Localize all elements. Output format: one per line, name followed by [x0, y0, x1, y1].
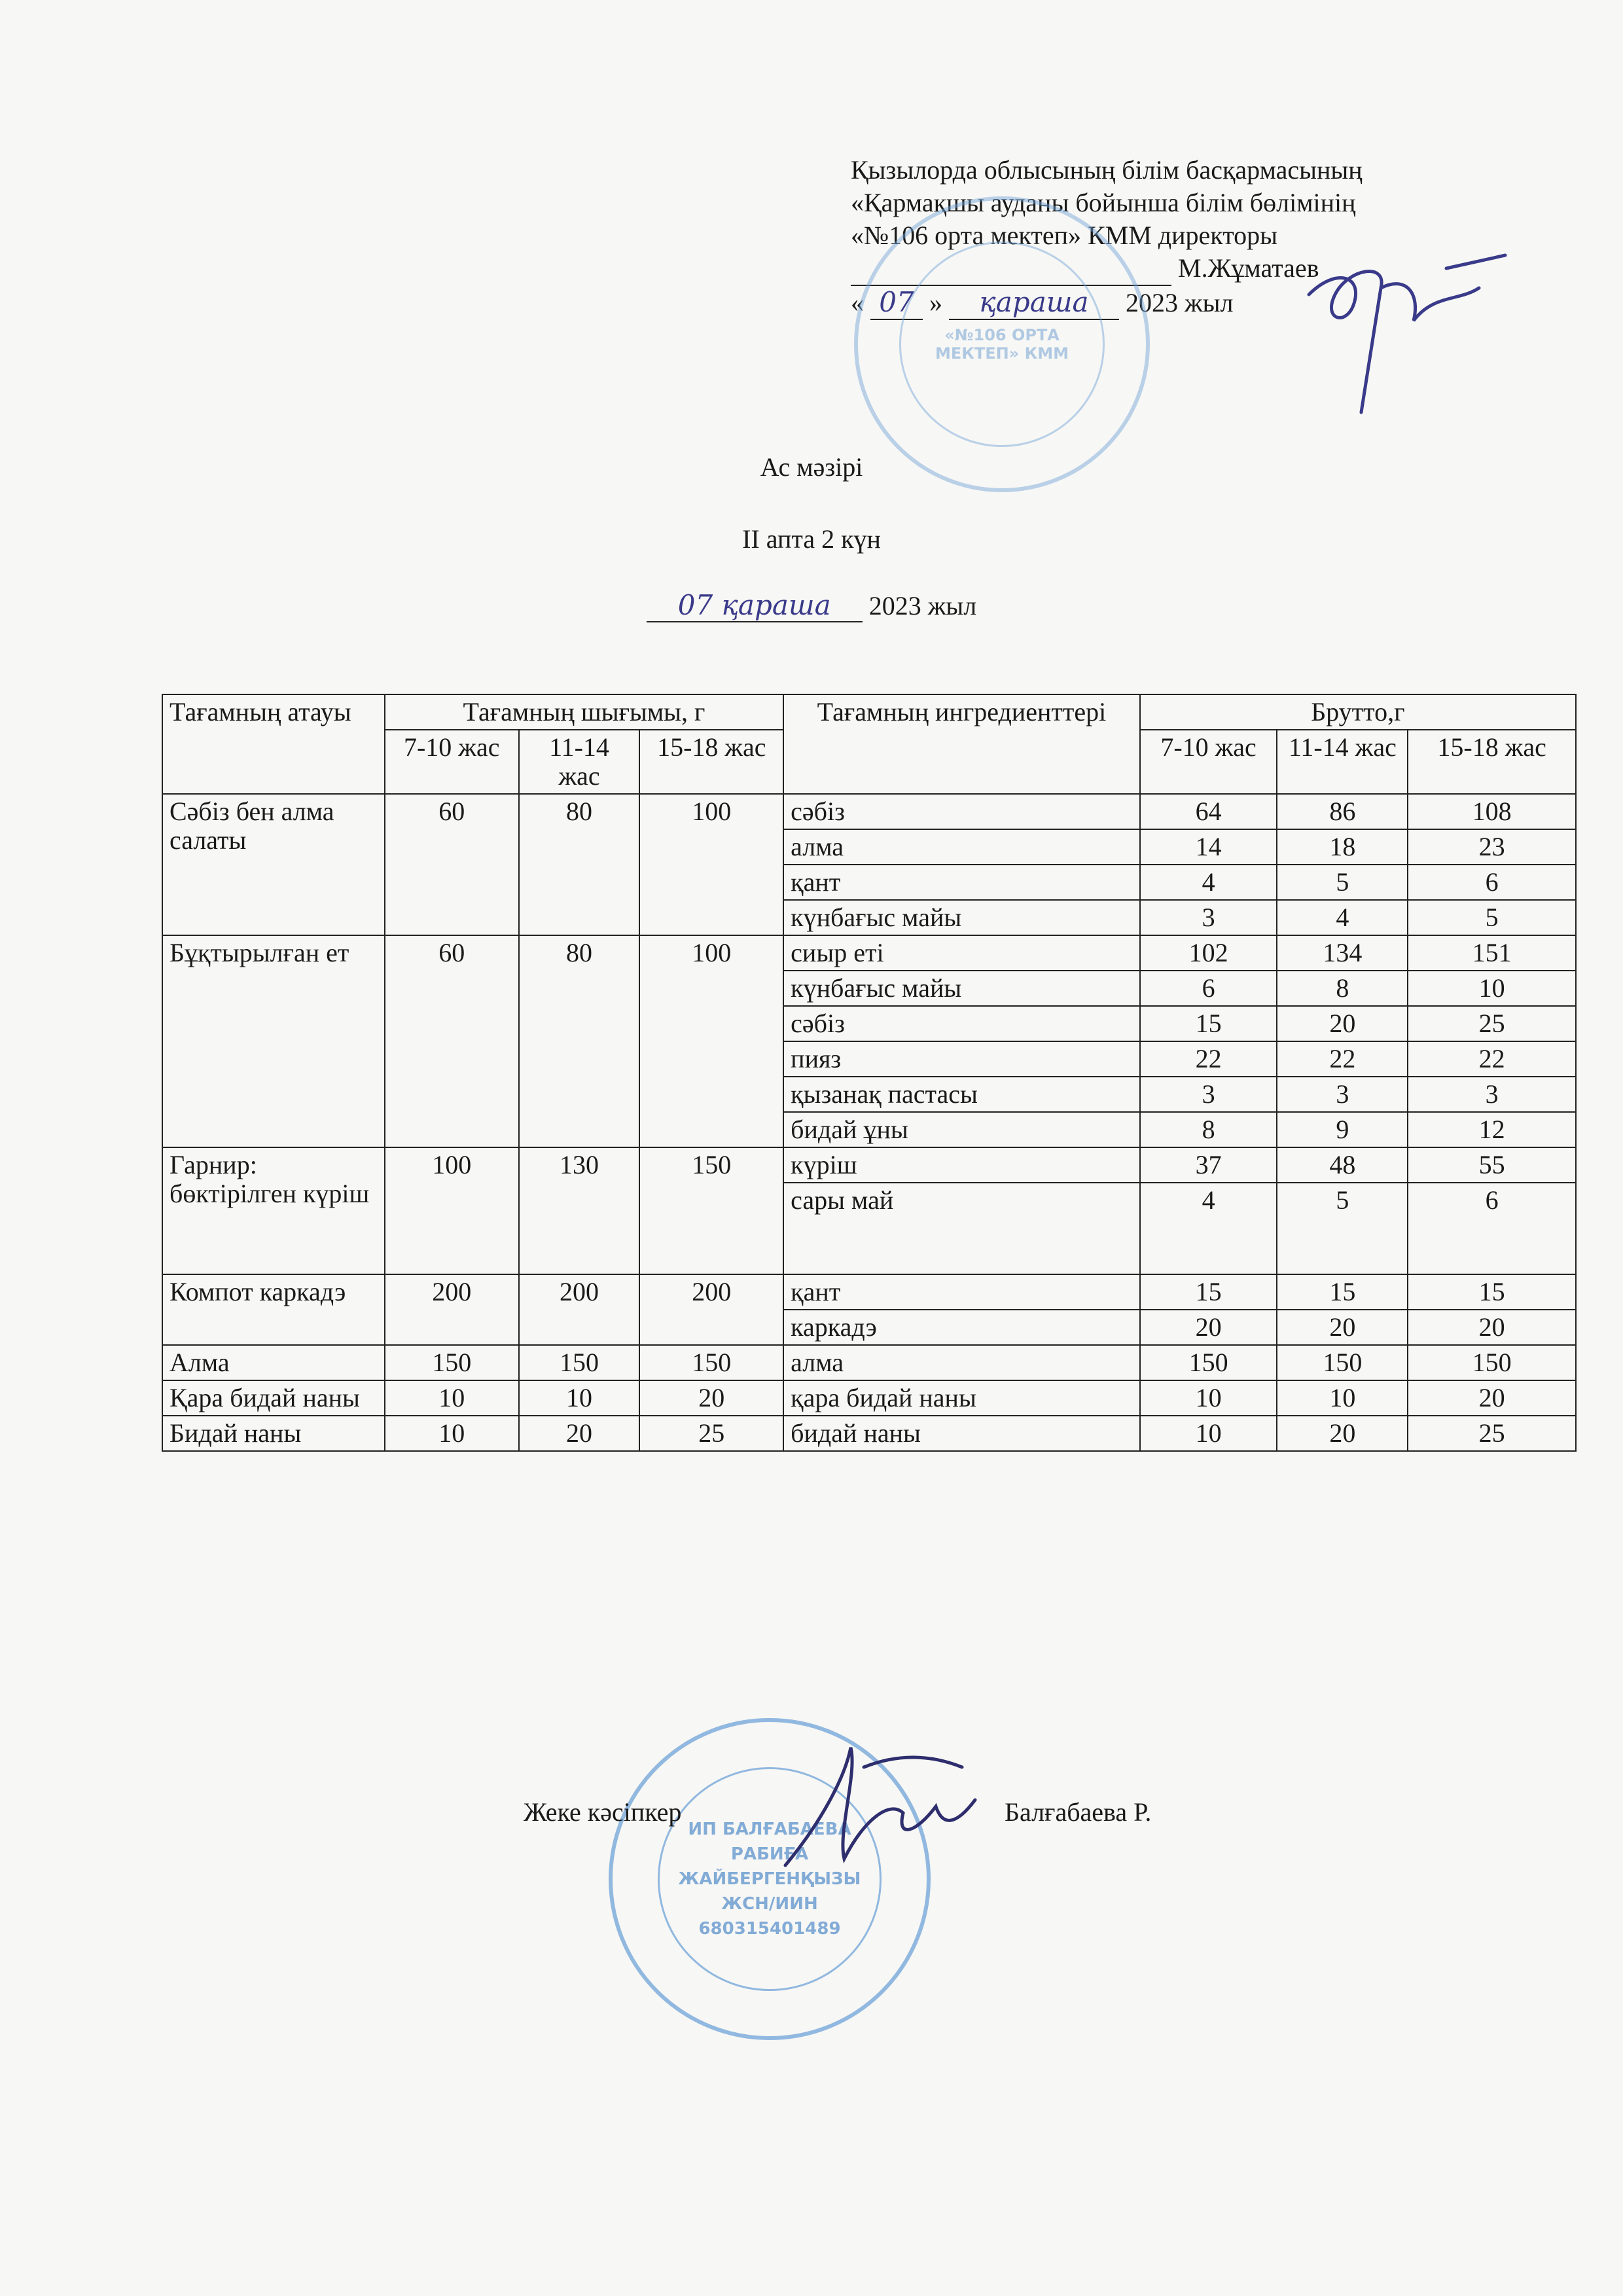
brutto-cell: 6 [1408, 865, 1576, 900]
table-row [162, 935, 1576, 971]
brutto-cell: 48 [1277, 1147, 1408, 1183]
header-brutto-age-2: 11-14 жас [1277, 730, 1408, 794]
yield-cell: 100 [639, 794, 783, 935]
brutto-cell: 4 [1277, 900, 1408, 935]
brutto-cell: 15 [1140, 1006, 1277, 1041]
ingredient-name: алма [783, 1345, 1140, 1380]
brutto-cell: 3 [1408, 1077, 1576, 1112]
menu-table [162, 694, 1577, 1452]
brutto-cell: 6 [1140, 971, 1277, 1006]
yield-cell: 200 [385, 1274, 519, 1345]
table-row [162, 1380, 1576, 1416]
brutto-cell: 10 [1140, 1416, 1277, 1451]
approval-line-1: Қызылорда облысының білім басқармасының [851, 155, 1363, 185]
yield-cell: 10 [519, 1380, 640, 1416]
brutto-cell: 9 [1277, 1112, 1408, 1147]
brutto-cell: 18 [1277, 829, 1408, 865]
brutto-cell: 20 [1408, 1380, 1576, 1416]
table-row [162, 1416, 1576, 1451]
dish-name: Алма [162, 1345, 385, 1380]
week-day-label: ІІ апта 2 күн [742, 524, 881, 554]
yield-cell: 10 [385, 1380, 519, 1416]
table-row [162, 1147, 1576, 1183]
ingredient-name: күнбағыс майы [783, 971, 1140, 1006]
date-open-quote: « [851, 288, 864, 317]
brutto-cell: 10 [1408, 971, 1576, 1006]
date-month-hw: қараша [949, 286, 1119, 320]
brutto-cell: 150 [1277, 1345, 1408, 1380]
brutto-cell: 15 [1140, 1274, 1277, 1310]
brutto-cell: 20 [1277, 1416, 1408, 1451]
brutto-cell: 20 [1277, 1006, 1408, 1041]
ingredient-name: қара бидай наны [783, 1380, 1140, 1416]
brutto-cell: 6 [1408, 1183, 1576, 1274]
dish-name: Бұқтырылған ет [162, 935, 385, 1147]
dish-name: Бидай наны [162, 1416, 385, 1451]
menu-date-year: 2023 жыл [868, 591, 977, 620]
date-day-hw: 07 [870, 286, 923, 320]
header-brutto-age-1: 7-10 жас [1140, 730, 1277, 794]
brutto-cell: 64 [1140, 794, 1277, 829]
ingredient-name: бидай ұны [783, 1112, 1140, 1147]
yield-cell: 25 [639, 1416, 783, 1451]
dish-name: Сәбіз бен алма салаты [162, 794, 385, 935]
header-yield-age-1: 7-10 жас [385, 730, 519, 794]
brutto-cell: 15 [1408, 1274, 1576, 1310]
brutto-cell: 22 [1408, 1041, 1576, 1077]
brutto-cell: 150 [1140, 1345, 1277, 1380]
yield-cell: 100 [639, 935, 783, 1147]
brutto-cell: 23 [1408, 829, 1576, 865]
brutto-cell: 3 [1140, 900, 1277, 935]
entrepreneur-role: Жеке кәсіпкер [524, 1797, 682, 1827]
dish-name: Компот каркадэ [162, 1274, 385, 1345]
header-yield: Тағамның шығымы, г [385, 694, 783, 730]
yield-cell: 200 [519, 1274, 640, 1345]
brutto-cell: 4 [1140, 1183, 1277, 1274]
brutto-cell: 3 [1277, 1077, 1408, 1112]
yield-cell: 20 [639, 1380, 783, 1416]
entrepreneur-signature-icon [766, 1728, 982, 1878]
dish-name: Қара бидай наны [162, 1380, 385, 1416]
yield-cell: 80 [519, 935, 640, 1147]
brutto-cell: 10 [1277, 1380, 1408, 1416]
yield-cell: 150 [639, 1345, 783, 1380]
entrepreneur-name: Балғабаева Р. [1005, 1797, 1152, 1827]
ingredient-name: алма [783, 829, 1140, 865]
brutto-cell: 8 [1277, 971, 1408, 1006]
header-ingredients: Тағамның ингредиенттері [783, 694, 1140, 794]
ingredient-name: каркадэ [783, 1310, 1140, 1345]
table-row [162, 794, 1576, 829]
page-title: Ас мәзірі [760, 452, 863, 482]
brutto-cell: 150 [1408, 1345, 1576, 1380]
yield-cell: 60 [385, 794, 519, 935]
yield-cell: 100 [385, 1147, 519, 1274]
yield-cell: 130 [519, 1147, 640, 1274]
stamp-line: ЖСН/ИИН [721, 1894, 818, 1914]
brutto-cell: 10 [1140, 1380, 1277, 1416]
brutto-cell: 5 [1277, 865, 1408, 900]
yield-cell: 150 [519, 1345, 640, 1380]
yield-cell: 150 [639, 1147, 783, 1274]
header-brutto-age-3: 15-18 жас [1408, 730, 1576, 794]
brutto-cell: 3 [1140, 1077, 1277, 1112]
yield-cell: 150 [385, 1345, 519, 1380]
brutto-cell: 22 [1277, 1041, 1408, 1077]
brutto-cell: 108 [1408, 794, 1576, 829]
brutto-cell: 151 [1408, 935, 1576, 971]
ingredient-name: күріш [783, 1147, 1140, 1183]
brutto-cell: 5 [1408, 900, 1576, 935]
table-row [162, 1345, 1576, 1380]
stamp-line: ИП БАЛҒАБАЕВА [688, 1820, 851, 1839]
director-name: М.Жұматаев [1178, 253, 1319, 283]
header-brutto: Брутто,г [1140, 694, 1576, 730]
menu-date [0, 589, 1623, 622]
school-stamp [854, 196, 1150, 492]
stamp-line: ЖАЙБЕРГЕНҚЫЗЫ [678, 1869, 861, 1889]
school-stamp-text: «№106 ОРТА МЕКТЕП» КММ [935, 326, 1069, 363]
brutto-cell: 8 [1140, 1112, 1277, 1147]
brutto-cell: 55 [1408, 1147, 1576, 1183]
yield-cell: 20 [519, 1416, 640, 1451]
table-row [162, 1274, 1576, 1310]
director-signature-icon [1283, 196, 1518, 419]
brutto-cell: 102 [1140, 935, 1277, 971]
header-yield-age-3: 15-18 жас [639, 730, 783, 794]
brutto-cell: 20 [1277, 1310, 1408, 1345]
brutto-cell: 12 [1408, 1112, 1576, 1147]
brutto-cell: 20 [1140, 1310, 1277, 1345]
date-close-quote: » [929, 288, 942, 317]
brutto-cell: 15 [1277, 1274, 1408, 1310]
brutto-cell: 25 [1408, 1006, 1576, 1041]
ingredient-name: бидай наны [783, 1416, 1140, 1451]
brutto-cell: 5 [1277, 1183, 1408, 1274]
ingredient-name: сәбіз [783, 1006, 1140, 1041]
brutto-cell: 4 [1140, 865, 1277, 900]
brutto-cell: 134 [1277, 935, 1408, 971]
brutto-cell: 37 [1140, 1147, 1277, 1183]
ingredient-name: пияз [783, 1041, 1140, 1077]
yield-cell: 200 [639, 1274, 783, 1345]
ingredient-name: қант [783, 1274, 1140, 1310]
ingredient-name: қызанақ пастасы [783, 1077, 1140, 1112]
date-year: 2023 жыл [1126, 288, 1234, 317]
approval-line-3: «№106 орта мектеп» КММ директоры [851, 221, 1278, 250]
dish-name: Гарнир: бөктірілген күріш [162, 1147, 385, 1274]
header-dish: Тағамның атауы [162, 694, 385, 794]
ingredient-name: қант [783, 865, 1140, 900]
brutto-cell: 22 [1140, 1041, 1277, 1077]
ingredient-name: сары май [783, 1183, 1140, 1274]
brutto-cell: 14 [1140, 829, 1277, 865]
ingredient-name: күнбағыс майы [783, 900, 1140, 935]
menu-date-hw: 07 қараша [647, 589, 863, 622]
yield-cell: 80 [519, 794, 640, 935]
brutto-cell: 86 [1277, 794, 1408, 829]
header-yield-age-2: 11-14 жас [519, 730, 640, 794]
yield-cell: 60 [385, 935, 519, 1147]
approval-line-2: «Қармақшы ауданы бойынша білім бөлімінің [851, 188, 1356, 217]
school-stamp-inner [899, 242, 1105, 447]
brutto-cell: 20 [1408, 1310, 1576, 1345]
ingredient-name: сиыр еті [783, 935, 1140, 971]
yield-cell: 10 [385, 1416, 519, 1451]
stamp-line: РАБИҒА [730, 1844, 809, 1864]
brutto-cell: 25 [1408, 1416, 1576, 1451]
ingredient-name: сәбіз [783, 794, 1140, 829]
stamp-line: 680315401489 [698, 1919, 841, 1939]
